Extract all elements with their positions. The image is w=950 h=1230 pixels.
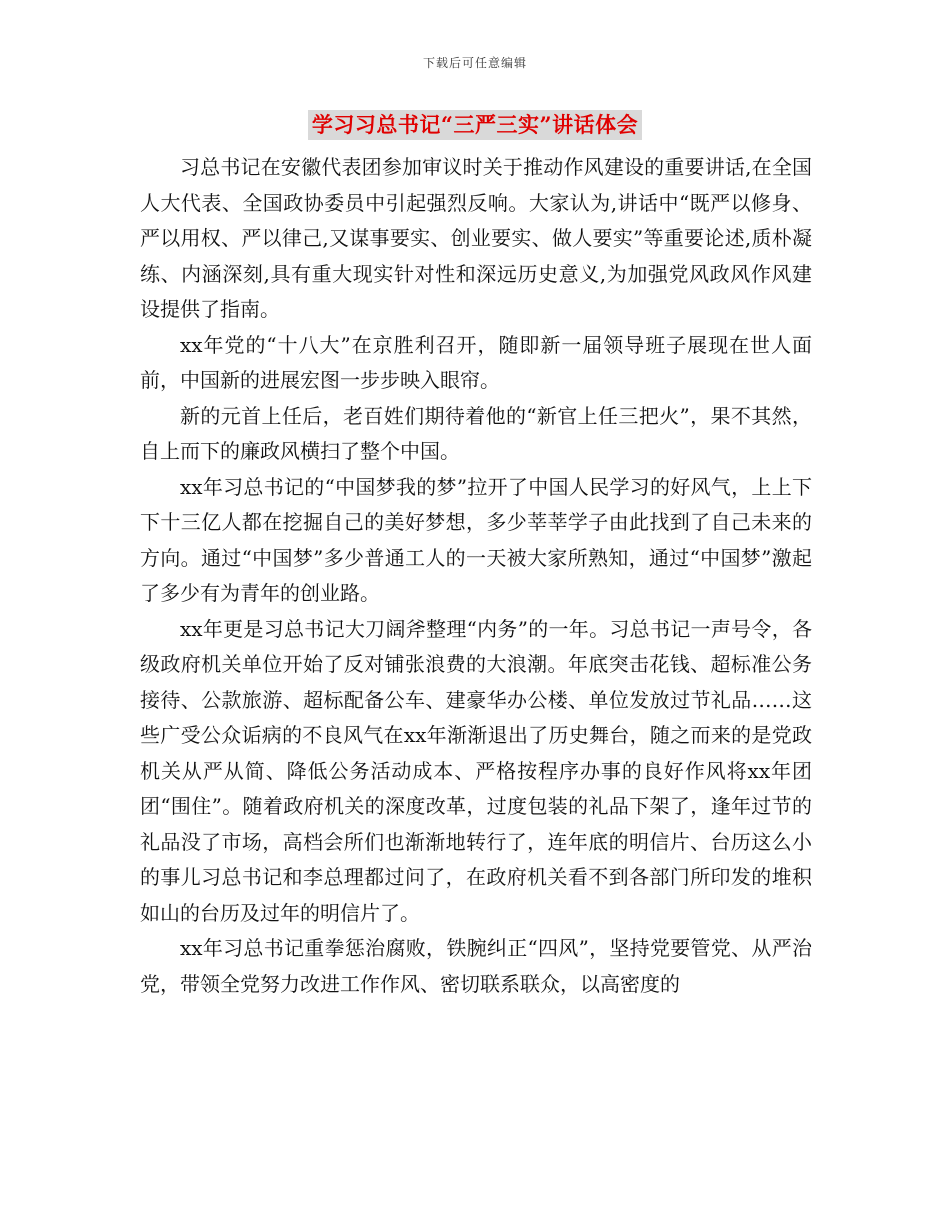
paragraph-4: xx年习总书记的“中国梦我的梦”拉开了中国人民学习的好风气，上上下下十三亿人都在挖掘自己的美好梦想，多少莘莘学子由此找到了自己未来的方向。通过“中国梦”多少普通工人的一天被大家所熟知，通过“中国梦”激起了多少有为青年的创业路。 xyxy=(140,474,812,605)
header-note: 下载后可任意编辑 xyxy=(422,56,527,70)
paragraph-3: 新的元首上任后，老百姓们期待着他的“新官上任三把火”，果不其然，自上而下的廉政风横扫了整个中国。 xyxy=(140,403,812,463)
title-container xyxy=(0,110,950,140)
paragraph-1: 习总书记在安徽代表团参加审议时关于推动作风建设的重要讲话,在全国人大代表、全国政协委员中引起强烈反响。大家认为,讲话中“既严以修身、严以用权、严以律己,又谋事要实、创业要实、做人要实”等重要论述,质朴凝练、内涵深刻,具有重大现实针对性和深远历史意义,为加强党风政风作风建设提供了指南。 xyxy=(140,155,812,321)
paragraph-2: xx年党的“十八大”在京胜利召开，随即新一届领导班子展现在世人面前，中国新的进展宏图一步步映入眼帘。 xyxy=(140,332,812,392)
document-title: 学习习总书记“三严三实”讲话体会 xyxy=(308,110,642,140)
paragraph-5: xx年更是习总书记大刀阔斧整理“内务”的一年。习总书记一声号令，各级政府机关单位开始了反对铺张浪费的大浪潮。年底突击花钱、超标准公务接待、公款旅游、超标配备公车、建豪华办公楼、单位发放过节礼品……这些广受公众诟病的不良风气在xx年渐渐退出了历史舞台，随之而来的是党政机关从严从简、降低公务活动成本、严格按程序办事的良好作风将xx年团团“围住”。随着政府机关的深度改革，过度包装的礼品下架了，逢年过节的礼品没了市场，高档会所们也渐渐地转行了，连年底的明信片、台历这么小的事儿习总书记和李总理都过问了，在政府机关看不到各部门所印发的堆积如山的台历及过年的明信片了。 xyxy=(140,616,812,925)
paragraph-6: xx年习总书记重拳惩治腐败，铁腕纠正“四风”，坚持党要管党、从严治党，带领全党努力改进工作作风、密切联系联众，以高密度的 xyxy=(140,936,812,996)
document-body xyxy=(140,150,812,1002)
